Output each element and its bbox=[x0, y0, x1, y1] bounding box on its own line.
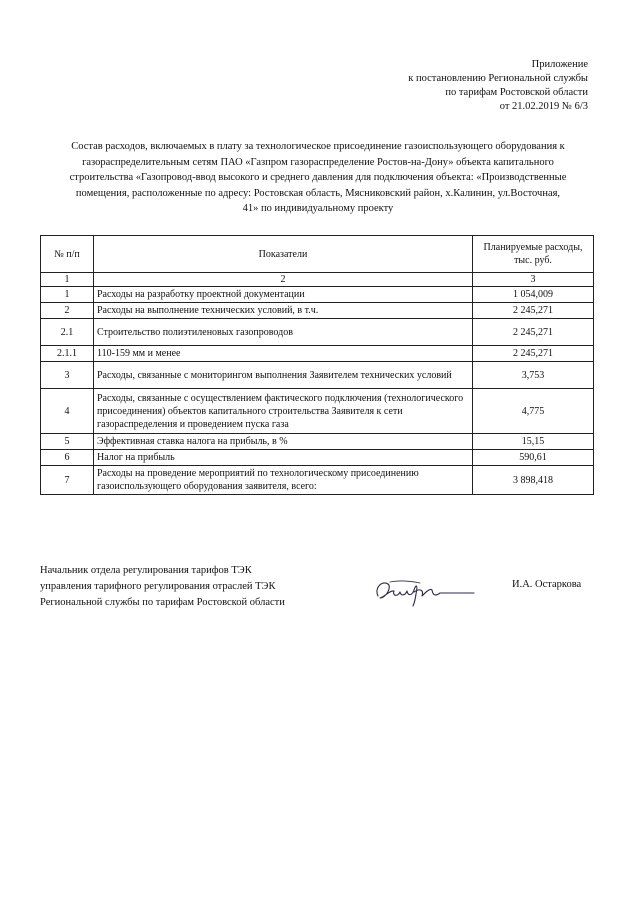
signatory-position bbox=[40, 563, 285, 611]
row-value: 2 245,271 bbox=[473, 303, 594, 319]
row-name: Эффективная ставка налога на прибыль, в % bbox=[94, 434, 473, 450]
header-value-line1: Планируемые расходы, bbox=[483, 242, 583, 253]
row-value: 590,61 bbox=[473, 450, 594, 466]
appendix-line: к постановлению Региональной службы bbox=[408, 73, 588, 84]
title-line: 41» по индивидуальному проекту bbox=[242, 203, 394, 214]
header-value-line2: тыс. руб. bbox=[514, 255, 552, 266]
index-cell: 1 bbox=[41, 273, 94, 287]
table-row bbox=[41, 319, 594, 346]
appendix-date: от 21.02.2019 № 6/3 bbox=[499, 101, 588, 112]
row-value: 2 245,271 bbox=[473, 346, 594, 362]
appendix-header bbox=[408, 58, 588, 114]
title-line: Состав расходов, включаемых в плату за технологическое присоединение газоиспользующего оборудования к bbox=[71, 141, 565, 152]
row-name: Строительство полиэтиленовых газопроводов bbox=[94, 319, 473, 346]
table-header-row bbox=[41, 236, 594, 273]
index-cell: 3 bbox=[473, 273, 594, 287]
table-row bbox=[41, 362, 594, 389]
row-num: 1 bbox=[41, 287, 94, 303]
header-name: Показатели bbox=[94, 236, 473, 273]
title-line: строительства «Газопровод-ввод высокого и среднего давления для подключения объекта: «Производственные bbox=[69, 172, 567, 183]
title-line: помещения, расположенные по адресу: Ростовская область, Мясниковский район, х.Калинин, ул.Восточная, bbox=[75, 187, 561, 199]
table-row bbox=[41, 346, 594, 362]
title-line: газораспределительным сетям ПАО «Газпром газораспределение Ростов-на-Дону» объекта капитального bbox=[82, 156, 554, 168]
row-num: 2.1 bbox=[41, 319, 94, 346]
table-row bbox=[41, 389, 594, 434]
position-line: Начальник отдела регулирования тарифов ТЭК bbox=[40, 565, 252, 576]
row-value: 15,15 bbox=[473, 434, 594, 450]
row-value: 3,753 bbox=[473, 362, 594, 389]
row-name: Расходы на разработку проектной документации bbox=[94, 287, 473, 303]
header-num: № п/п bbox=[41, 236, 94, 273]
row-value: 2 245,271 bbox=[473, 319, 594, 346]
row-value: 3 898,418 bbox=[473, 466, 594, 495]
appendix-line: Приложение bbox=[531, 59, 588, 70]
signatory-name: И.А. Остаркова bbox=[512, 579, 582, 590]
appendix-line: по тарифам Ростовской области bbox=[445, 87, 588, 98]
table-index-row bbox=[41, 273, 594, 287]
row-num: 7 bbox=[41, 466, 94, 495]
row-name: Расходы на выполнение технических условий, в т.ч. bbox=[94, 303, 473, 319]
row-num: 2.1.1 bbox=[41, 346, 94, 362]
row-name: Налог на прибыль bbox=[94, 450, 473, 466]
table-row bbox=[41, 466, 594, 495]
row-value: 4,775 bbox=[473, 389, 594, 434]
row-name: Расходы, связанные с осуществлением фактического подключения (технологического присоединения) объектов капитального строительства Заявителя к сети газораспределения и проведением пуска газа bbox=[94, 389, 473, 434]
index-cell: 2 bbox=[94, 273, 473, 287]
costs-table bbox=[40, 235, 594, 495]
row-num: 3 bbox=[41, 362, 94, 389]
row-num: 4 bbox=[41, 389, 94, 434]
row-num: 6 bbox=[41, 450, 94, 466]
row-num: 2 bbox=[41, 303, 94, 319]
row-name: Расходы на проведение мероприятий по технологическому присоединению газоиспользующего оборудования заявителя, всего: bbox=[94, 466, 473, 495]
table-row bbox=[41, 450, 594, 466]
table-row bbox=[41, 303, 594, 319]
row-num: 5 bbox=[41, 434, 94, 450]
document-title bbox=[40, 139, 596, 217]
handwritten-signature bbox=[370, 574, 480, 610]
table-row bbox=[41, 434, 594, 450]
row-value: 1 054,009 bbox=[473, 287, 594, 303]
position-line: Региональной службы по тарифам Ростовской области bbox=[40, 597, 285, 608]
position-line: управления тарифного регулирования отраслей ТЭК bbox=[40, 581, 276, 592]
row-name: 110-159 мм и менее bbox=[94, 346, 473, 362]
row-name: Расходы, связанные с мониторингом выполнения Заявителем технических условий bbox=[94, 362, 473, 389]
table-row bbox=[41, 287, 594, 303]
header-value bbox=[473, 236, 594, 273]
